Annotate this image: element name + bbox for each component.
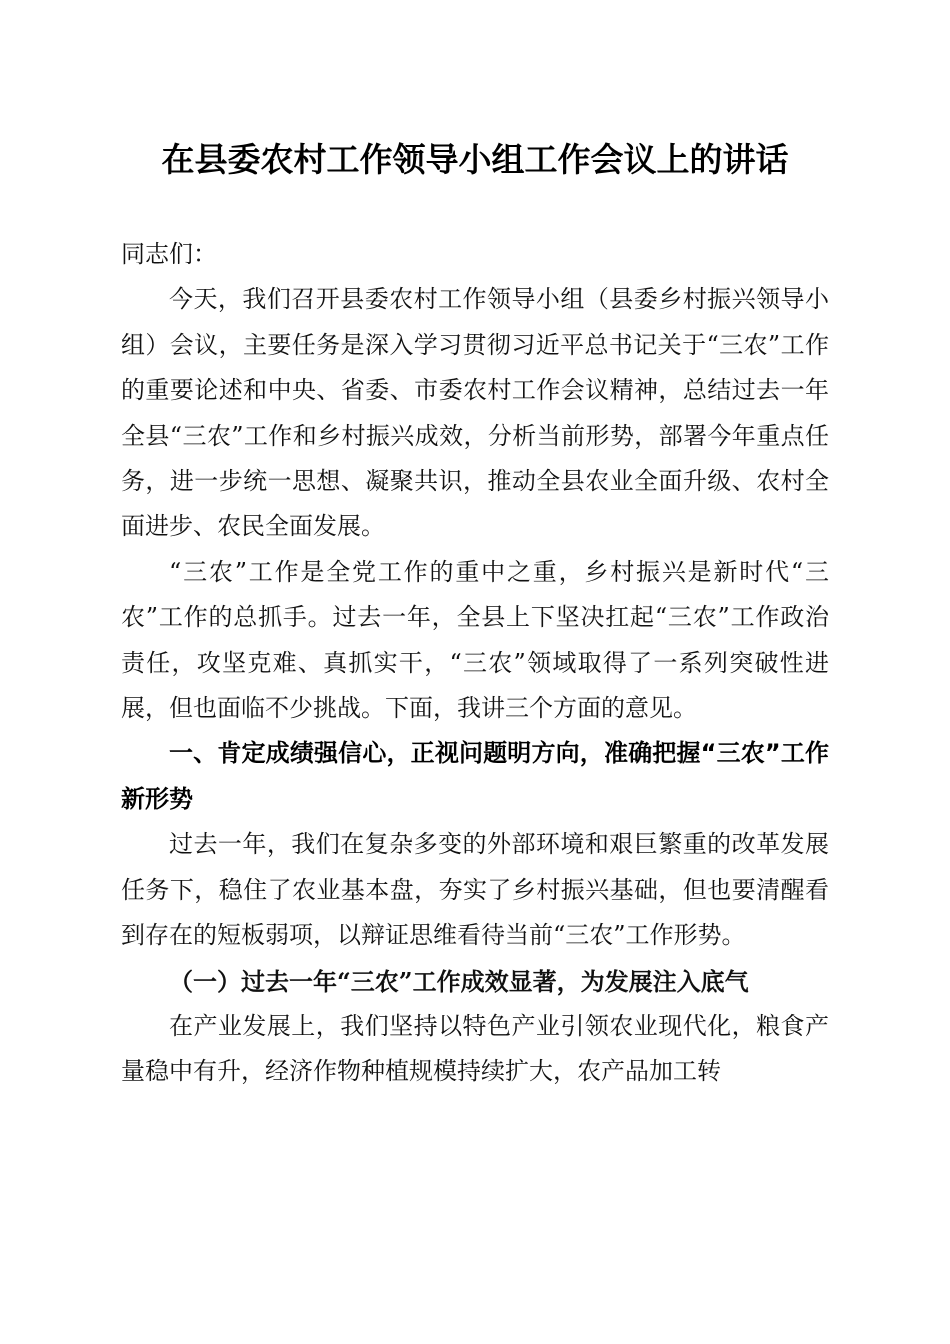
paragraph-overview: “三农”工作是全党工作的重中之重，乡村振兴是新时代“三农”工作的总抓手。过去一年，全县上下坚决扛起“三农”工作政治责任，攻坚克难、真抓实干，“三农”领域取得了一系列突破性进展，但也面临不少挑战。下面，我讲三个方面的意见。: [121, 557, 829, 723]
salutation: 同志们：: [121, 240, 217, 268]
subsection-1-paragraph: 在产业发展上，我们坚持以特色产业引领农业现代化，粮食产量稳中有升，经济作物种植规模持续扩大，农产品加工转: [121, 1011, 829, 1086]
section-1-paragraph: 过去一年，我们在复杂多变的外部环境和艰巨繁重的改革发展任务下，稳住了农业基本盘，夯实了乡村振兴基础，但也要清醒看到存在的短板弱项，以辩证思维看待当前“三农”工作形势。: [121, 830, 829, 950]
subsection-heading-1: （一）过去一年“三农”工作成效显著，为发展注入底气: [169, 966, 749, 996]
section-heading-1: 一、肯定成绩强信心，正视问题明方向，准确把握“三农”工作新形势: [121, 739, 829, 813]
document-title: 在县委农村工作领导小组工作会议上的讲话: [161, 140, 789, 179]
document-body: [121, 232, 829, 1095]
paragraph-intro: 今天，我们召开县委农村工作领导小组（县委乡村振兴领导小组）会议，主要任务是深入学习贯彻习近平总书记关于“三农”工作的重要论述和中央、省委、市委农村工作会议精神，总结过去一年全县“三农”工作和乡村振兴成效，分析当前形势，部署今年重点任务，进一步统一思想、凝聚共识，推动全县农业全面升级、农村全面进步、农民全面发展。: [121, 285, 829, 541]
